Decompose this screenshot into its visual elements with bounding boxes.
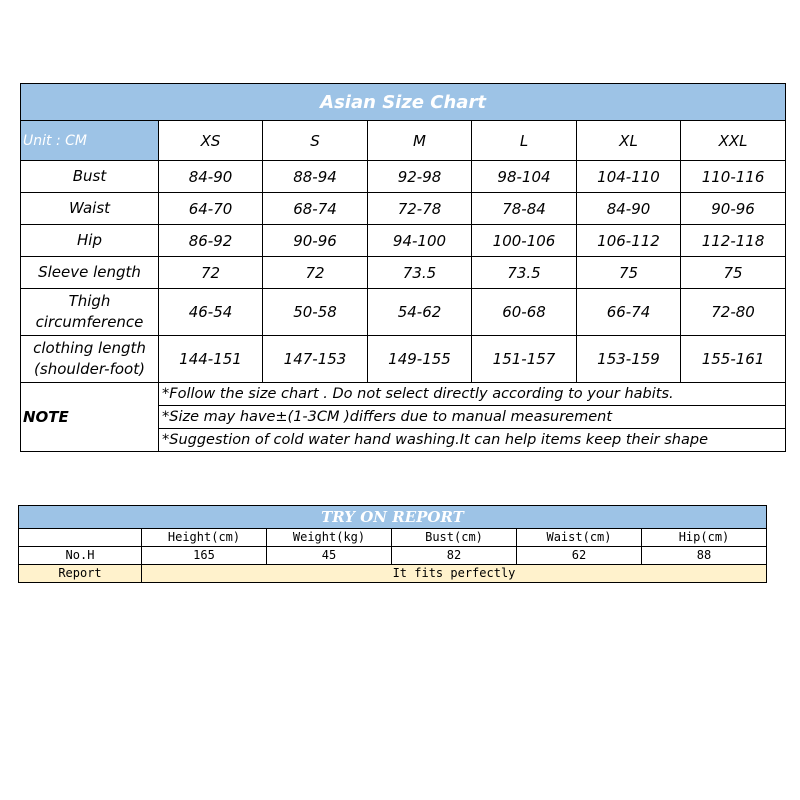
try-on-title-row xyxy=(19,506,767,529)
measurement-value: 147-153 xyxy=(263,336,368,383)
size-header-row xyxy=(21,121,786,161)
measurement-value: 73.5 xyxy=(472,257,577,289)
measurement-label-line: Hip xyxy=(77,231,102,249)
measurement-value: 72 xyxy=(263,257,368,289)
try-on-value-row xyxy=(19,547,767,565)
note-text: *Follow the size chart . Do not select directly according to your habits. xyxy=(159,383,786,406)
measurement-label-line: Sleeve length xyxy=(38,263,141,281)
size-header-l: L xyxy=(472,121,577,161)
measurement-value: 112-118 xyxy=(681,225,786,257)
measurement-value: 151-157 xyxy=(472,336,577,383)
size-chart-title-row xyxy=(21,84,786,121)
report-label: Report xyxy=(19,565,142,583)
size-header-xl: XL xyxy=(577,121,681,161)
measurement-value: 84-90 xyxy=(159,161,263,193)
size-header-xs: XS xyxy=(159,121,263,161)
measurement-value: 60-68 xyxy=(472,289,577,336)
measurement-value: 72-80 xyxy=(681,289,786,336)
size-chart-body xyxy=(21,84,786,452)
measurement-label xyxy=(21,161,159,193)
measurement-label xyxy=(21,336,159,383)
try-on-header: Waist(cm) xyxy=(517,529,642,547)
measurement-value: 73.5 xyxy=(368,257,472,289)
measurement-row xyxy=(21,193,786,225)
measurement-label xyxy=(21,193,159,225)
measurement-value: 106-112 xyxy=(577,225,681,257)
try-on-row-label: No.H xyxy=(19,547,142,565)
try-on-body xyxy=(19,506,767,583)
measurement-label xyxy=(21,225,159,257)
measurement-value: 110-116 xyxy=(681,161,786,193)
measurement-label xyxy=(21,289,159,336)
measurement-label-line: Thigh xyxy=(68,292,111,310)
try-on-value: 62 xyxy=(517,547,642,565)
size-chart-table xyxy=(20,83,786,452)
measurement-row xyxy=(21,257,786,289)
measurement-value: 54-62 xyxy=(368,289,472,336)
try-on-report-row xyxy=(19,565,767,583)
measurement-label-line: (shoulder-foot) xyxy=(34,360,145,378)
measurement-value: 72 xyxy=(159,257,263,289)
try-on-report-table xyxy=(18,505,767,583)
try-on-header: Height(cm) xyxy=(142,529,267,547)
try-on-value: 45 xyxy=(267,547,392,565)
measurement-value: 50-58 xyxy=(263,289,368,336)
measurement-value: 104-110 xyxy=(577,161,681,193)
measurement-value: 84-90 xyxy=(577,193,681,225)
measurement-value: 78-84 xyxy=(472,193,577,225)
measurement-value: 68-74 xyxy=(263,193,368,225)
measurement-label-line: clothing length xyxy=(33,339,146,357)
measurement-value: 149-155 xyxy=(368,336,472,383)
measurement-value: 75 xyxy=(681,257,786,289)
try-on-value: 165 xyxy=(142,547,267,565)
size-chart-title: Asian Size Chart xyxy=(21,84,786,121)
measurement-row xyxy=(21,225,786,257)
size-header-s: S xyxy=(263,121,368,161)
measurement-label xyxy=(21,257,159,289)
measurement-value: 153-159 xyxy=(577,336,681,383)
try-on-header: Hip(cm) xyxy=(642,529,767,547)
measurement-value: 90-96 xyxy=(681,193,786,225)
measurement-value: 100-106 xyxy=(472,225,577,257)
measurement-label-line: circumference xyxy=(35,313,144,331)
measurement-value: 46-54 xyxy=(159,289,263,336)
measurement-value: 144-151 xyxy=(159,336,263,383)
measurement-row xyxy=(21,336,786,383)
measurement-label-line: Bust xyxy=(72,167,107,185)
measurement-value: 92-98 xyxy=(368,161,472,193)
report-text: It fits perfectly xyxy=(142,565,767,583)
measurement-value: 98-104 xyxy=(472,161,577,193)
measurement-value: 64-70 xyxy=(159,193,263,225)
measurement-row xyxy=(21,289,786,336)
try-on-title: TRY ON REPORT xyxy=(19,506,767,529)
measurement-value: 75 xyxy=(577,257,681,289)
unit-label: Unit : CM xyxy=(21,121,159,161)
size-header-m: M xyxy=(368,121,472,161)
measurement-value: 86-92 xyxy=(159,225,263,257)
try-on-header: Bust(cm) xyxy=(392,529,517,547)
measurement-value: 94-100 xyxy=(368,225,472,257)
try-on-header: Weight(kg) xyxy=(267,529,392,547)
measurement-value: 72-78 xyxy=(368,193,472,225)
measurement-row xyxy=(21,161,786,193)
size-header-xxl: XXL xyxy=(681,121,786,161)
try-on-value: 82 xyxy=(392,547,517,565)
measurement-value: 66-74 xyxy=(577,289,681,336)
note-label: NOTE xyxy=(21,383,159,452)
try-on-corner-cell xyxy=(19,529,142,547)
note-text: *Size may have±(1-3CM )differs due to manual measurement xyxy=(159,406,786,429)
try-on-value: 88 xyxy=(642,547,767,565)
try-on-header-row xyxy=(19,529,767,547)
measurement-value: 88-94 xyxy=(263,161,368,193)
measurement-value: 155-161 xyxy=(681,336,786,383)
note-text: *Suggestion of cold water hand washing.It can help items keep their shape xyxy=(159,429,786,452)
note-row xyxy=(21,383,786,406)
measurement-label-line: Waist xyxy=(68,199,111,217)
measurement-value: 90-96 xyxy=(263,225,368,257)
